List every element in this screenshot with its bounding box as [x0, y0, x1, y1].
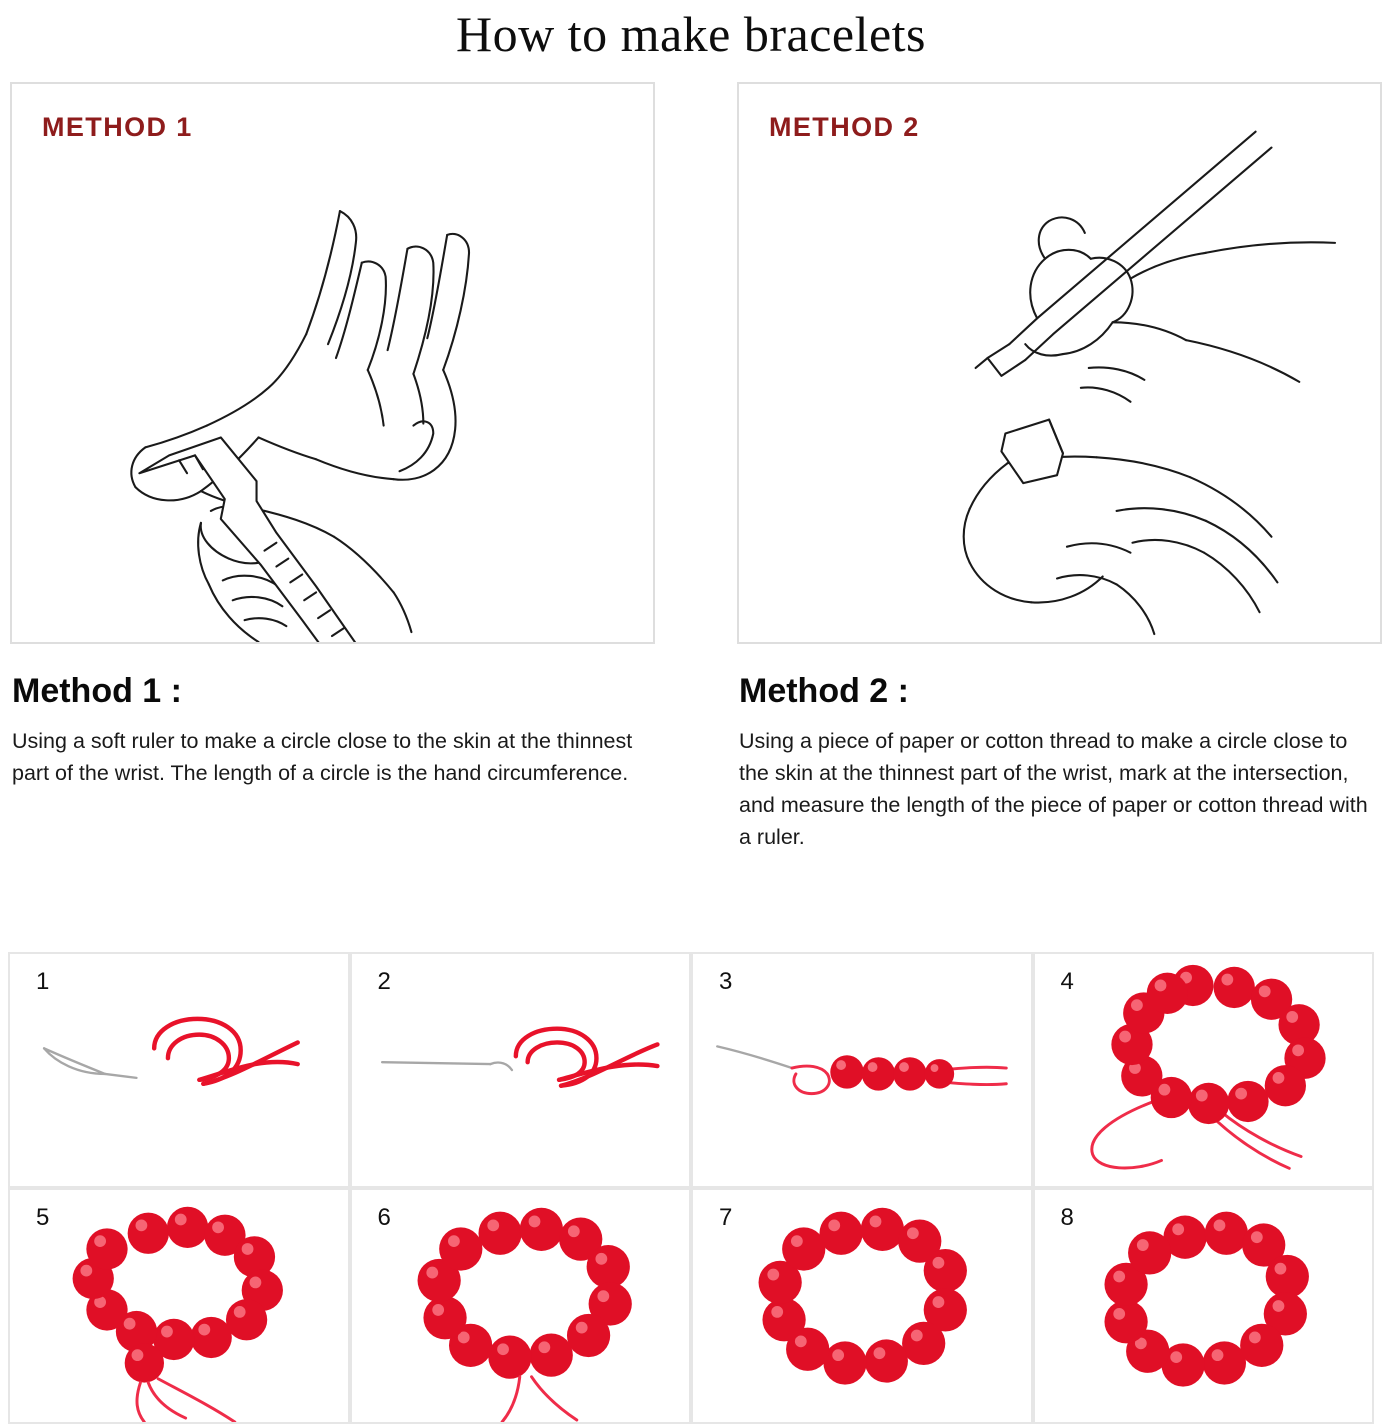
needle-and-folded-red-cord-icon [10, 954, 348, 1186]
method-2-figure [737, 82, 1382, 644]
hand-with-paper-strip-and-pen-icon [739, 84, 1380, 642]
bead-ring-with-knot-cord-icon [10, 1190, 348, 1422]
steps-grid [8, 952, 1374, 1424]
step-number: 2 [377, 968, 391, 995]
step-number: 5 [36, 1204, 50, 1231]
hand-with-soft-ruler-icon [12, 84, 653, 642]
method-2-body: Using a piece of paper or cotton thread to make a circle close to the skin at the thinnest part of the wrist, mark at the intersection, and measure the length of the piece of paper or cotton thread with a ruler. [739, 728, 1368, 850]
step-cell-2 [350, 952, 692, 1188]
bead-ring [73, 1207, 283, 1383]
bead-ring [417, 1208, 631, 1379]
finished-bead-bracelet-icon [693, 1190, 1031, 1422]
bead-ring [759, 1208, 967, 1385]
bead-ring [1104, 1212, 1308, 1387]
method-2-heading: Method 2 : [739, 671, 909, 710]
step-number: 7 [719, 1204, 733, 1231]
step-number: 3 [719, 968, 733, 995]
finished-bead-bracelet-alt-icon [1035, 1190, 1373, 1422]
step-cell-7 [691, 1188, 1033, 1424]
bead-ring-with-loose-cord-icon [1035, 954, 1373, 1186]
beads-strung-on-cord-icon [693, 954, 1031, 1186]
step-cell-1 [8, 952, 350, 1188]
bead-ring [1111, 965, 1325, 1124]
step-number: 4 [1060, 968, 1074, 995]
method-1-tag: METHOD 1 [42, 111, 193, 142]
method-2-tag: METHOD 2 [769, 111, 920, 142]
method-1-figure [10, 82, 655, 644]
page-title: How to make bracelets [455, 6, 927, 62]
cord-threaded-through-needle-icon [352, 954, 690, 1186]
bead-group [830, 1055, 954, 1090]
step-cell-4 [1033, 952, 1375, 1188]
method-column-1 [10, 82, 655, 854]
bead-ring-cord-tightened-icon [352, 1190, 690, 1422]
step-number: 6 [377, 1204, 391, 1231]
step-number: 8 [1060, 1204, 1074, 1231]
step-cell-8 [1033, 1188, 1375, 1424]
step-cell-5 [8, 1188, 350, 1424]
step-number: 1 [36, 968, 50, 995]
method-1-body: Using a soft ruler to make a circle close to the skin at the thinnest part of the wrist. The length of a circle is the hand circumference. [12, 728, 633, 785]
method-column-2 [737, 82, 1382, 854]
methods-section [0, 64, 1382, 854]
step-cell-6 [350, 1188, 692, 1424]
method-1-heading: Method 1 : [12, 671, 182, 710]
step-cell-3 [691, 952, 1033, 1188]
